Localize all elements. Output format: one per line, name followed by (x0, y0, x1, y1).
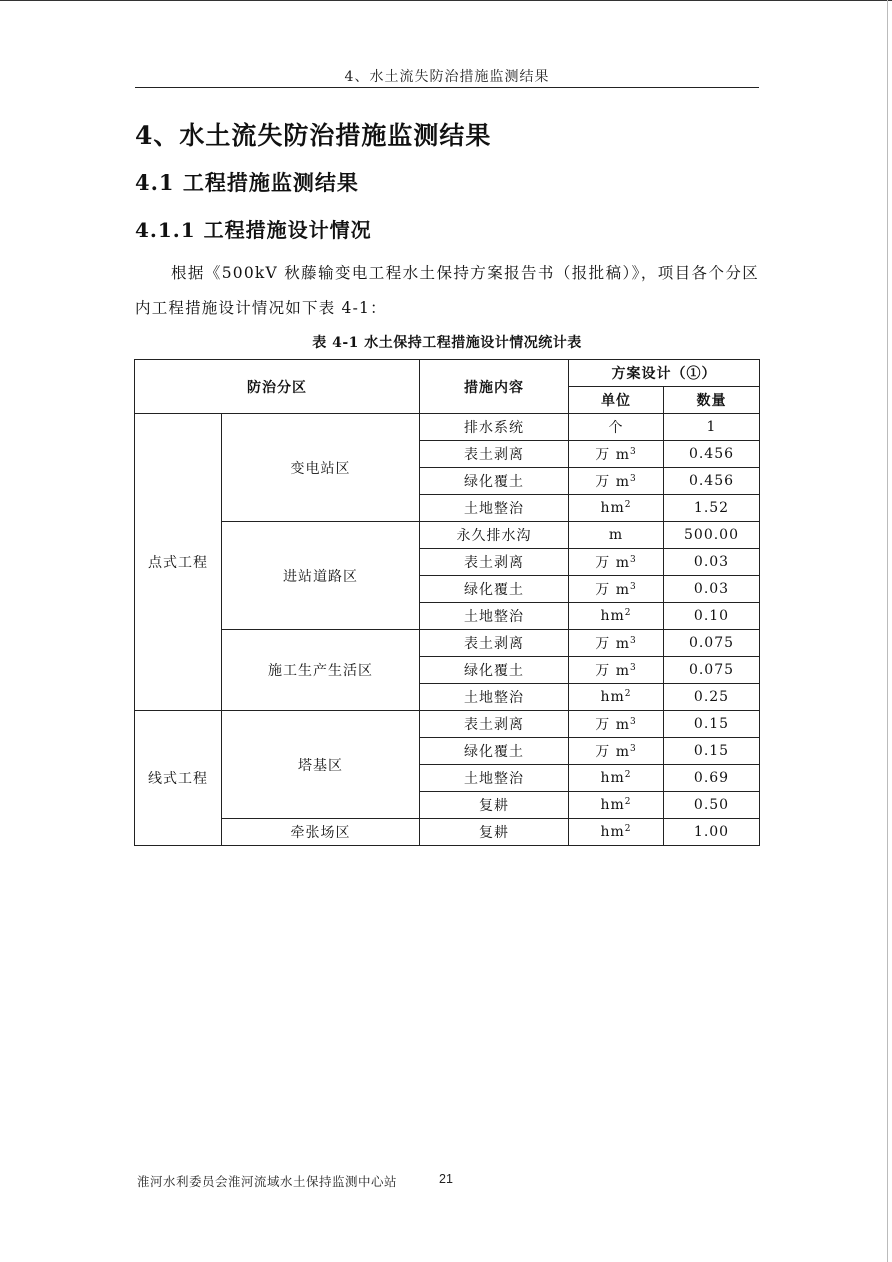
measure-cell: 表土剥离 (420, 711, 569, 738)
measure-cell: 土地整治 (420, 603, 569, 630)
quantity-cell: 0.456 (664, 441, 760, 468)
measure-cell: 复耕 (420, 792, 569, 819)
table-row (135, 414, 760, 441)
quantity-cell: 0.15 (664, 711, 760, 738)
section-heading: 4.1 工程措施监测结果 (135, 170, 359, 195)
subzone-substation: 变电站区 (222, 414, 420, 522)
measure-cell: 表土剥离 (420, 630, 569, 657)
measure-cell: 永久排水沟 (420, 522, 569, 549)
unit-cell: 万 $m^3$ (569, 630, 664, 657)
header-zone: 防治分区 (135, 360, 420, 414)
unit-cell: 万 $m^3$ (569, 657, 664, 684)
table-row (135, 711, 760, 738)
unit-cell: $hm^2$ (569, 603, 664, 630)
quantity-cell: 0.69 (664, 765, 760, 792)
measure-cell: 表土剥离 (420, 441, 569, 468)
chapter-heading: 4、水土流失防治措施监测结果 (135, 121, 492, 150)
quantity-cell: 0.15 (664, 738, 760, 765)
subzone-access-road: 进站道路区 (222, 522, 420, 630)
unit-cell: 万 $m^3$ (569, 711, 664, 738)
table-caption: 表 4-1 水土保持工程措施设计情况统计表 (312, 335, 582, 351)
quantity-cell: 0.03 (664, 576, 760, 603)
table-row (135, 630, 760, 657)
header-rule (135, 87, 759, 88)
measures-table (134, 359, 760, 846)
unit-cell: $hm^2$ (569, 792, 664, 819)
subzone-construction-camp: 施工生产生活区 (222, 630, 420, 711)
header-measure: 措施内容 (420, 360, 569, 414)
header-unit: 单位 (569, 387, 664, 414)
page-top-border (0, 0, 892, 1)
measure-cell: 绿化覆土 (420, 738, 569, 765)
measure-cell: 土地整治 (420, 495, 569, 522)
measure-cell: 绿化覆土 (420, 657, 569, 684)
measure-cell: 土地整治 (420, 684, 569, 711)
table-header-row (135, 360, 760, 387)
measure-cell: 表土剥离 (420, 549, 569, 576)
quantity-cell: 0.03 (664, 549, 760, 576)
unit-cell: 个 (569, 414, 664, 441)
quantity-cell: 0.456 (664, 468, 760, 495)
unit-cell: $hm^2$ (569, 765, 664, 792)
subzone-tension-site: 牵张场区 (222, 819, 420, 846)
measure-cell: 绿化覆土 (420, 576, 569, 603)
unit-cell: 万 $m^3$ (569, 576, 664, 603)
unit-cell: 万 $m^3$ (569, 441, 664, 468)
unit-cell: 万 $m^3$ (569, 549, 664, 576)
unit-cell: 万 $m^3$ (569, 468, 664, 495)
unit-cell: 万 $m^3$ (569, 738, 664, 765)
quantity-cell: 1 (664, 414, 760, 441)
header-plan-design: 方案设计（①） (569, 360, 760, 387)
quantity-cell: 0.075 (664, 630, 760, 657)
quantity-cell: 0.50 (664, 792, 760, 819)
measure-cell: 复耕 (420, 819, 569, 846)
quantity-cell: 0.10 (664, 603, 760, 630)
quantity-cell: 0.075 (664, 657, 760, 684)
unit-cell: m (569, 522, 664, 549)
unit-cell: $hm^2$ (569, 495, 664, 522)
page-right-border (887, 0, 888, 1262)
body-paragraph: 根据《500kV 秋藤输变电工程水土保持方案报告书（报批稿）》，项目各个分区内工程措施设计情况如下表 4-1： (135, 264, 759, 317)
unit-cell: $hm^2$ (569, 819, 664, 846)
measure-cell: 排水系统 (420, 414, 569, 441)
quantity-cell: 1.00 (664, 819, 760, 846)
running-header: 4、水土流失防治措施监测结果 (344, 69, 550, 85)
unit-cell: $hm^2$ (569, 684, 664, 711)
group-point-works: 点式工程 (135, 414, 222, 711)
measure-cell: 土地整治 (420, 765, 569, 792)
subsection-heading: 4.1.1 工程措施设计情况 (135, 218, 372, 242)
quantity-cell: 1.52 (664, 495, 760, 522)
quantity-cell: 500.00 (664, 522, 760, 549)
subzone-tower-base: 塔基区 (222, 711, 420, 819)
quantity-cell: 0.25 (664, 684, 760, 711)
footer-organization: 淮河水利委员会淮河流域水土保持监测中心站 (137, 1174, 398, 1189)
group-line-works: 线式工程 (135, 711, 222, 846)
table-row (135, 522, 760, 549)
header-quantity: 数量 (664, 387, 760, 414)
table-row (135, 819, 760, 846)
measure-cell: 绿化覆土 (420, 468, 569, 495)
page-number: 21 (439, 1172, 453, 1186)
